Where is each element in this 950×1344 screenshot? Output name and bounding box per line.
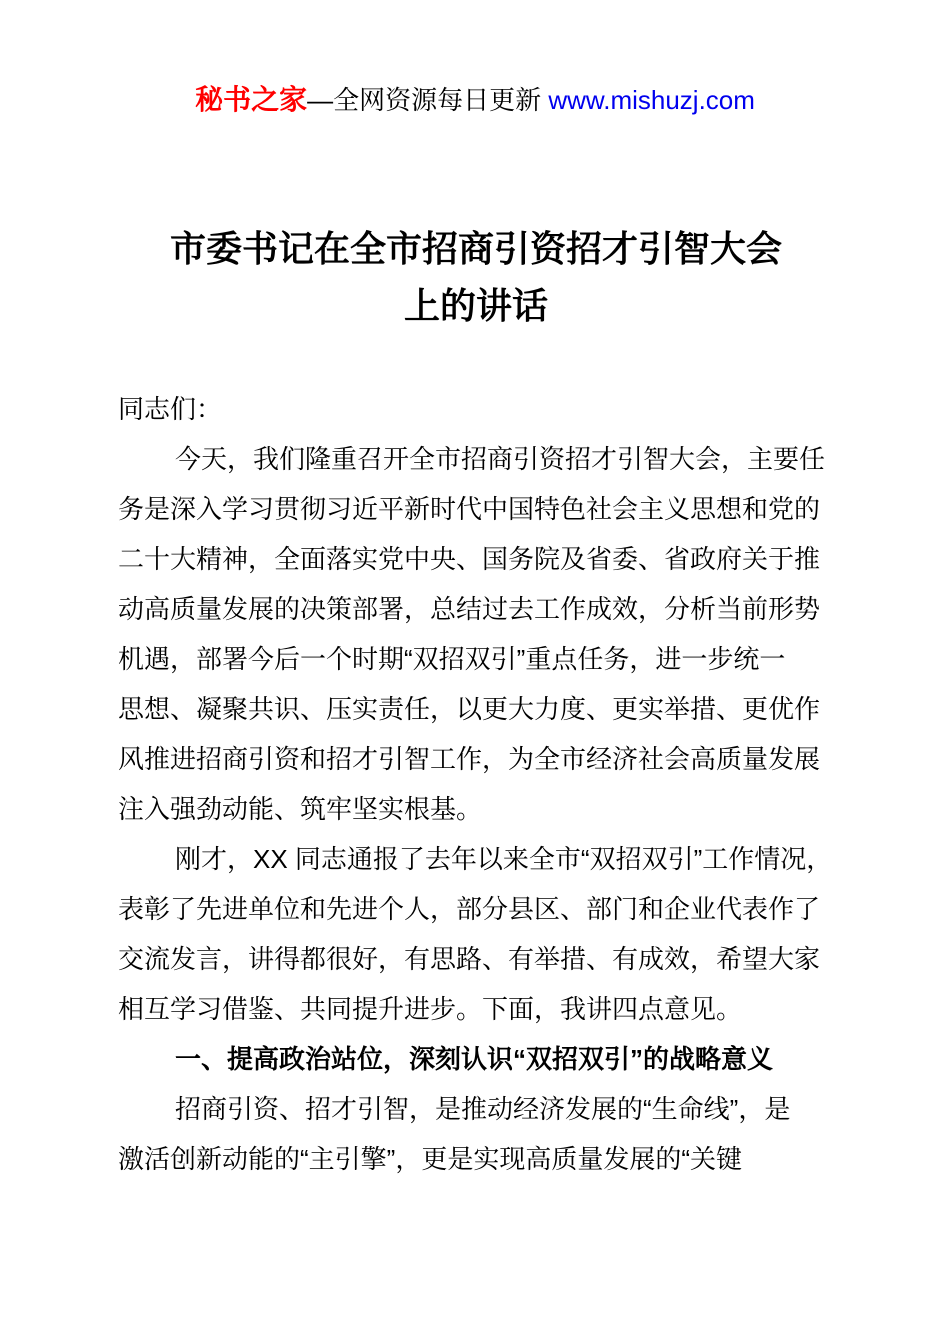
- site-header: [0, 84, 950, 116]
- text-line: 二十大精神，全面落实党中央、国务院及省委、省政府关于推: [118, 544, 821, 574]
- text-line: 相互学习借鉴、共同提升进步。下面，我讲四点意见。: [118, 994, 743, 1024]
- site-tagline: —全网资源每日更新: [307, 85, 549, 115]
- document-title-line-1: 市委书记在全市招商引资招才引智大会: [169, 228, 782, 269]
- text-line: 风推进招商引资和招才引智工作，为全市经济社会高质量发展: [118, 744, 821, 774]
- text-line: 今天，我们隆重召开全市招商引资招才引智大会，主要任: [175, 444, 826, 474]
- section-heading-line: 一、提高政治站位，深刻认识“双招双引”的战略意义: [175, 1044, 774, 1074]
- document-body: [118, 384, 834, 1184]
- site-brand: 秘书之家: [195, 84, 308, 115]
- site-url-link[interactable]: www.mishuzj.com: [548, 85, 755, 115]
- text-line: 机遇，部署今后一个时期“双招双引”重点任务，进一步统一: [118, 644, 786, 674]
- document-title-line-2: 上的讲话: [403, 285, 548, 326]
- text-line: 思想、凝聚共识、压实责任，以更大力度、更实举措、更优作: [118, 694, 821, 724]
- text-line: 交流发言，讲得都很好，有思路、有举措、有成效，希望大家: [118, 944, 821, 974]
- text-line: 刚才，XX 同志通报了去年以来全市“双招双引”工作情况，: [175, 844, 833, 874]
- text-line: 激活创新动能的“主引擎”，更是实现高质量发展的“关键: [118, 1144, 742, 1174]
- text-line: 务是深入学习贯彻习近平新时代中国特色社会主义思想和党的: [118, 494, 821, 524]
- document-title: [118, 220, 834, 334]
- text-line: 招商引资、招才引智，是推动经济发展的“生命线”，是: [175, 1094, 791, 1124]
- text-line: 同志们：: [118, 394, 223, 424]
- text-line: 表彰了先进单位和先进个人，部分县区、部门和企业代表作了: [118, 894, 821, 924]
- text-line: 动高质量发展的决策部署，总结过去工作成效，分析当前形势: [118, 594, 821, 624]
- text-line: 注入强劲动能、筑牢坚实根基。: [118, 794, 483, 824]
